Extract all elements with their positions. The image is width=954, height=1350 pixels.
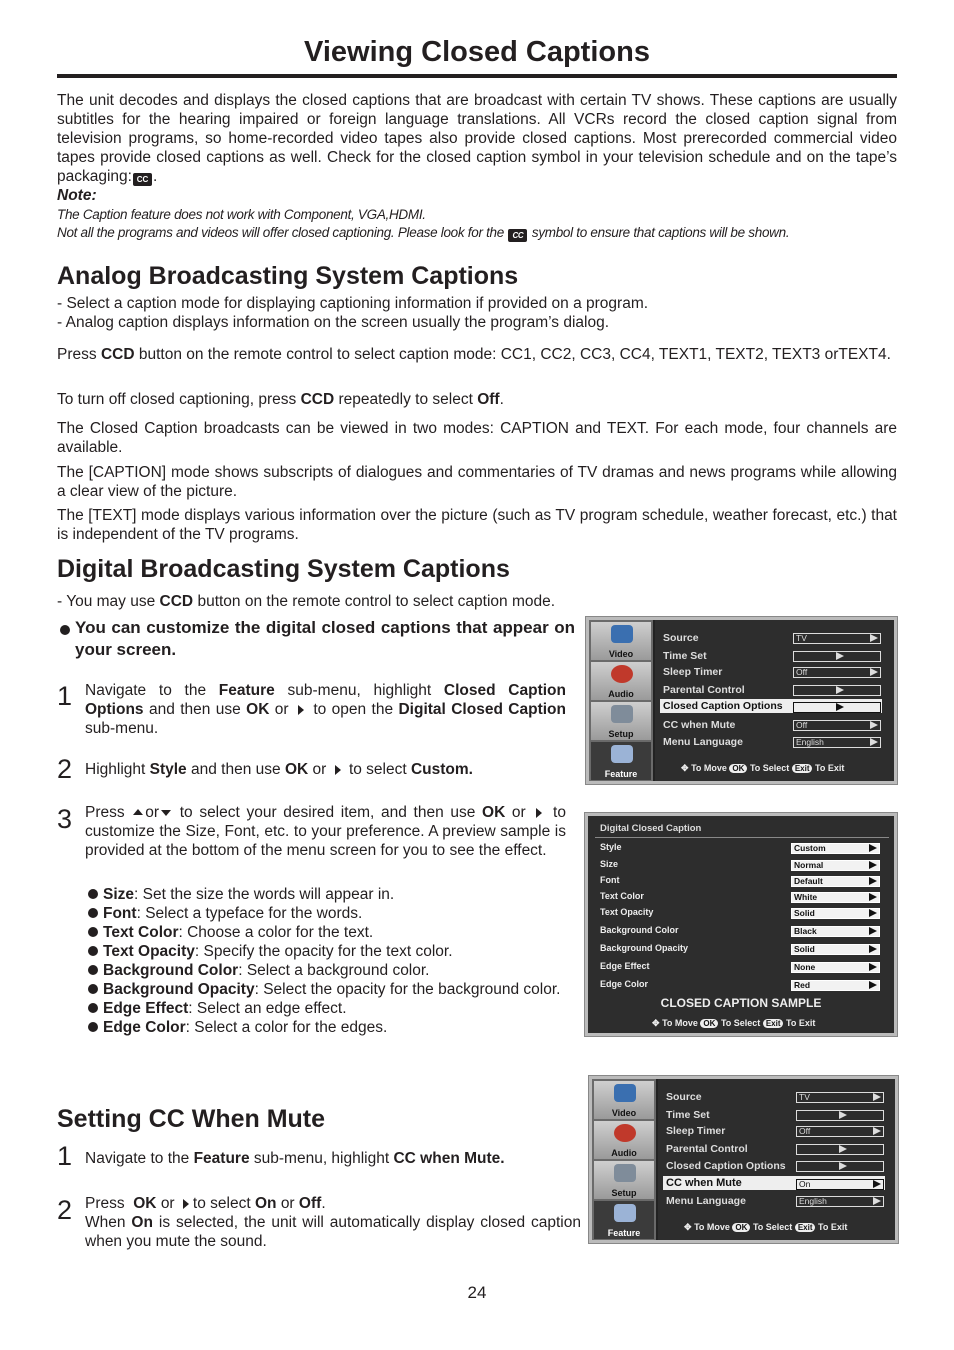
footer-text: To Select (720, 1018, 761, 1028)
bullet-desc: : Choose a color for the text. (178, 924, 374, 941)
text: and then use (148, 701, 241, 718)
list-item (88, 980, 560, 999)
dcc-row-label[interactable]: Style (600, 842, 622, 852)
feature-icon (614, 1204, 636, 1222)
arrow-right-icon (869, 877, 877, 885)
cc-symbol-icon: CC (133, 173, 152, 186)
exit-key: Exit (763, 1019, 784, 1028)
list-item (88, 942, 560, 961)
text: button on the remote control to select caption mode: CC1, CC2, CC3, CC4, TEXT1, TEXT2, TEXT3 orTEXT4. (138, 346, 891, 363)
value-text: On (799, 1179, 811, 1189)
arrow-right-icon (836, 652, 844, 660)
dcc-row-value[interactable] (791, 962, 880, 973)
menu-row[interactable]: Source (666, 1091, 702, 1103)
analog-caption-mode: The [CAPTION] mode shows subscripts of dialogues and commentaries of TV dramas and news programs while allowing a clear view of the picture. (57, 464, 897, 500)
arrow-right-icon (869, 963, 877, 971)
bullet-icon (88, 965, 98, 975)
dcc-row-value[interactable] (791, 876, 880, 887)
bullet-desc: : Select the opacity for the background color. (254, 981, 561, 998)
dcc-menu-screen (585, 813, 897, 1036)
menu-value[interactable] (796, 1110, 884, 1121)
video-icon (611, 625, 633, 643)
menu-sidebar (592, 1079, 656, 1240)
arrow-right-icon (873, 1180, 881, 1188)
dcc-row-label[interactable]: Text Color (600, 891, 644, 901)
bullet-term: Edge Color (103, 1019, 186, 1036)
value-text: Default (794, 876, 823, 886)
right-arrow-icon (335, 765, 341, 775)
dcc-row-value[interactable] (791, 843, 880, 854)
page-number: 24 (467, 1283, 487, 1302)
tile-feature[interactable] (591, 742, 651, 780)
analog-text-mode: The [TEXT] mode displays various information over the picture (such as TV program schedule, weather forecast, etc.) that is independent of the TV programs. (57, 507, 897, 543)
mute-menu-screen (589, 1076, 898, 1243)
bullet-desc: : Set the size the words will appear in. (134, 886, 395, 903)
bullet-term: Text Opacity (103, 943, 195, 960)
dcc-row-label[interactable]: Edge Color (600, 979, 649, 989)
style-word: Style (149, 761, 187, 778)
menu-value[interactable] (793, 720, 881, 731)
dcc-row-value[interactable] (791, 860, 880, 871)
ccd-key: CCD (300, 391, 335, 408)
menu-footer (681, 763, 844, 774)
text: sub-menu, highlight (253, 1150, 390, 1167)
intro-paragraph: The unit decodes and displays the closed captions that are broadcast with certain TV shows. These captions are usually subtitles for the hearing impaired or foreign language translations. All VCRs record the closed caption signal from television programs, so home-recorded video tapes also provide closed captions. Most prerecorded commercial video tapes provide closed captions as well. Check for the closed caption symbol in your television schedule and on the tape’s packaging: CC . (57, 92, 897, 185)
menu-value[interactable] (796, 1126, 884, 1137)
text: Press (57, 346, 97, 363)
dcc-title: Digital Closed Caption (600, 823, 702, 834)
tile-setup[interactable] (594, 1161, 654, 1199)
ok-key: OK (133, 1195, 157, 1212)
dcc-row-label[interactable]: Background Color (600, 925, 679, 935)
value-text: English (799, 1196, 827, 1206)
dcc-row-label[interactable]: Font (600, 875, 620, 885)
menu-row[interactable]: Parental Control (663, 684, 745, 696)
step-number: 2 (57, 754, 73, 784)
ok-key: OK (246, 701, 270, 718)
text: Press (85, 1195, 125, 1212)
tile-video[interactable] (594, 1081, 654, 1119)
text: or (160, 1195, 175, 1212)
menu-value[interactable] (793, 685, 881, 696)
bullet-term: Background Opacity (103, 981, 255, 998)
list-item (88, 923, 560, 942)
footer-text: To Move (691, 763, 727, 773)
move-icon: ✥ (684, 1222, 692, 1232)
ccd-key: CCD (100, 346, 135, 363)
text: to select your desired item, (179, 804, 375, 821)
ok-key: OK (700, 1019, 718, 1028)
step-number: 3 (57, 804, 73, 834)
feature-menu-screen (586, 617, 897, 784)
down-arrow-icon (161, 810, 171, 816)
list-item (88, 885, 560, 904)
arrow-right-icon (869, 945, 877, 953)
mute-step-2: Press OK or to select On or Off. When On is selected, the unit will automatically display closed caption when you mute the sound. (85, 1195, 581, 1250)
arrow-right-icon (870, 721, 878, 729)
bullet-term: Size (103, 886, 135, 903)
speaker-icon (614, 1124, 636, 1142)
bullet-icon (88, 1022, 98, 1032)
text: When (85, 1214, 126, 1231)
tile-label: Feature (607, 1228, 641, 1238)
menu-sidebar (589, 620, 653, 781)
tile-setup[interactable] (591, 702, 651, 740)
text: or (312, 761, 327, 778)
value-text: Off (799, 1126, 811, 1136)
menu-row[interactable]: Sleep Timer (663, 666, 723, 678)
menu-value[interactable] (796, 1196, 884, 1207)
video-icon (614, 1084, 636, 1102)
value-text: English (796, 737, 824, 747)
value-text: Solid (794, 908, 815, 918)
bullet-icon (88, 927, 98, 937)
text: to select (192, 1195, 251, 1212)
text: Navigate to the (85, 1150, 190, 1167)
dcc-row-value[interactable] (791, 892, 880, 903)
speaker-icon (611, 665, 633, 683)
menu-value[interactable] (796, 1161, 884, 1172)
arrow-right-icon (869, 893, 877, 901)
menu-row[interactable]: Source (663, 632, 699, 644)
analog-heading: Analog Broadcasting System Captions (57, 262, 519, 290)
bullet-term: Background Color (103, 962, 239, 979)
dcc-word: Digital Closed Caption (398, 701, 566, 718)
intro-text: The unit decodes and displays the closed captions that are broadcast with certain TV shows. These captions are usually subtitles for the hearing impaired or foreign language translations. All VCRs record the closed caption signal from television programs, so home-recorded video tapes also provide closed captions. Most prerecorded commercial video tapes provide closed captions as well. Check for the closed caption symbol in your television schedule and on the tape’s packaging: (57, 92, 897, 185)
arrow-right-icon (873, 1093, 881, 1101)
footer-text: To Move (694, 1222, 730, 1232)
mute-step-1 (85, 1149, 575, 1168)
tile-label: Audio (608, 689, 634, 699)
arrow-right-icon (869, 909, 877, 917)
value-text: White (794, 892, 818, 902)
footer-text: To Exit (815, 763, 845, 773)
bullet-term: Font (103, 905, 137, 922)
list-item (88, 904, 560, 923)
custom-word: Custom. (410, 761, 473, 778)
ok-key: OK (729, 764, 747, 773)
ok-key: OK (284, 761, 309, 778)
menu-row[interactable]: Closed Caption Options (666, 1160, 786, 1172)
digital-step-3 (85, 803, 566, 860)
text: and then use (191, 761, 281, 778)
bullet-icon (88, 984, 98, 994)
tile-label: Setup (611, 1188, 637, 1198)
bullet-desc: : Select an edge effect. (188, 1000, 347, 1017)
dcc-row-label[interactable]: Background Opacity (600, 943, 689, 953)
bullet-desc: : Select a typeface for the words. (136, 905, 363, 922)
value-text: None (794, 962, 816, 972)
dcc-row-value[interactable] (791, 926, 880, 937)
arrow-right-icon (839, 1111, 847, 1119)
menu-options (655, 620, 894, 781)
move-icon: ✥ (681, 763, 689, 773)
caption-sample: CLOSED CAPTION SAMPLE (660, 996, 822, 1010)
off-word: Off (477, 391, 500, 408)
dcc-row-label[interactable]: Text Opacity (600, 907, 654, 917)
text: To turn off closed captioning, press (57, 391, 297, 408)
cc-symbol-icon: CC (508, 229, 527, 242)
divider (595, 837, 889, 838)
menu-row[interactable]: Parental Control (666, 1143, 748, 1155)
arrow-right-icon (869, 844, 877, 852)
bullet-desc: : Select a color for the edges. (185, 1019, 388, 1036)
text: to customize the Size, Font, etc. to your preference. A preview sample is provided at the bottom of the menu screen for you to see the effect. (85, 804, 566, 859)
text: sub-menu, highlight (287, 682, 432, 699)
text: or (511, 804, 526, 821)
text: to select (348, 761, 407, 778)
text: or (145, 804, 160, 821)
text: Navigate to the (85, 682, 207, 699)
arrow-right-icon (839, 1145, 847, 1153)
value-text: Solid (794, 944, 815, 954)
note-line-2-b: symbol to ensure that captions will be shown. (531, 225, 790, 240)
text: or (274, 701, 289, 718)
analog-line-2: - Analog caption displays information on the screen usually the program’s dialog. (57, 314, 610, 331)
dcc-row-value[interactable] (791, 908, 880, 919)
text: and then use (381, 804, 476, 821)
dcc-row-value[interactable] (791, 980, 880, 991)
feature-word: Feature (218, 682, 275, 699)
note-line-2-a: Not all the programs and videos will offer closed captioning. Please look for the (57, 225, 504, 240)
menu-row[interactable]: Menu Language (666, 1195, 746, 1207)
menu-footer (652, 1018, 815, 1029)
exit-key: Exit (795, 1223, 816, 1232)
ccd-key: CCD (159, 593, 194, 610)
value-text: TV (799, 1092, 810, 1102)
arrow-right-icon (873, 1197, 881, 1205)
analog-line-1: - Select a caption mode for displaying captioning information if provided on a program. (57, 295, 649, 312)
bullet-icon (88, 1003, 98, 1013)
menu-value[interactable] (793, 702, 881, 713)
bullet-desc: : Select a background color. (238, 962, 430, 979)
value-text: Normal (794, 860, 824, 870)
right-arrow-icon (298, 705, 304, 715)
step-number: 1 (57, 681, 73, 711)
footer-text: To Exit (818, 1222, 848, 1232)
value-text: Off (796, 667, 808, 677)
on-word: On (131, 1214, 153, 1231)
right-arrow-icon (183, 1199, 189, 1209)
bullet-term: Text Color (103, 924, 179, 941)
value-text: Red (794, 980, 811, 990)
footer-text: To Select (752, 1222, 793, 1232)
text: is selected, the unit will automatically display closed caption when you mute the sound. (85, 1214, 581, 1250)
menu-row[interactable]: Time Set (666, 1109, 710, 1121)
note-label: Note: (57, 187, 97, 204)
tile-label: Video (608, 649, 634, 659)
list-item (88, 1018, 560, 1037)
exit-key: Exit (792, 764, 813, 773)
step-number: 2 (57, 1195, 73, 1225)
setup-icon (611, 705, 633, 723)
text: sub-menu. (85, 720, 159, 737)
analog-turn-off: To turn off closed captioning, press CCD repeatedly to select Off. (57, 391, 504, 408)
text: Press (85, 804, 125, 821)
menu-value[interactable] (793, 737, 881, 748)
tile-video[interactable] (591, 622, 651, 660)
digital-use-ccd (57, 592, 587, 611)
feature-word: Feature (193, 1150, 250, 1167)
menu-value[interactable] (796, 1144, 884, 1155)
analog-modes: The Closed Caption broadcasts can be viewed in two modes: CAPTION and TEXT. For each mode, four channels are available. (57, 420, 897, 456)
menu-value[interactable] (796, 1092, 884, 1103)
bullet-desc: : Specify the opacity for the text color. (194, 943, 453, 960)
arrow-right-icon (869, 927, 877, 935)
tile-label: Setup (608, 729, 634, 739)
menu-value[interactable] (793, 633, 881, 644)
menu-row-highlighted[interactable]: Closed Caption Options (660, 699, 882, 713)
menu-row[interactable]: Time Set (663, 650, 707, 662)
note-line-1: The Caption feature does not work with Component, VGA,HDMI. (57, 207, 426, 222)
right-arrow-icon (536, 808, 542, 818)
digital-heading: Digital Broadcasting System Captions (57, 555, 510, 583)
digital-customize: You can customize the digital closed captions that appear on your screen. (75, 618, 575, 659)
menu-row[interactable]: Menu Language (663, 736, 743, 748)
arrow-right-icon (870, 634, 878, 642)
setup-icon (614, 1164, 636, 1182)
arrow-right-icon (839, 1162, 847, 1170)
arrow-right-icon (836, 703, 844, 711)
arrow-right-icon (870, 738, 878, 746)
menu-row-highlighted[interactable]: CC when Mute (663, 1176, 885, 1190)
dcc-row-value[interactable] (791, 944, 880, 955)
bullet-icon (88, 908, 98, 918)
cc-when-mute-word: CC when Mute. (393, 1150, 505, 1167)
step-number: 1 (57, 1141, 73, 1171)
bullet-icon (60, 625, 70, 635)
arrow-right-icon (870, 668, 878, 676)
mute-heading: Setting CC When Mute (57, 1105, 326, 1133)
page-title: Viewing Closed Captions (304, 36, 650, 68)
ok-key: OK (482, 804, 506, 821)
menu-row[interactable]: Sleep Timer (666, 1125, 726, 1137)
arrow-right-icon (873, 1127, 881, 1135)
text: - You may use (57, 593, 156, 610)
menu-value[interactable] (793, 667, 881, 678)
tile-label: Feature (604, 769, 638, 779)
title-rule (57, 74, 897, 78)
up-arrow-icon (133, 809, 143, 815)
text: or (280, 1195, 295, 1212)
tile-feature[interactable] (594, 1201, 654, 1239)
menu-options (658, 1079, 895, 1240)
dcc-row-label[interactable]: Edge Effect (600, 961, 650, 971)
digital-step-2 (85, 760, 566, 779)
list-item (88, 999, 560, 1018)
menu-row[interactable]: CC when Mute (663, 719, 736, 731)
on-word: On (254, 1195, 277, 1212)
text: Highlight (85, 761, 146, 778)
menu-footer (684, 1222, 847, 1233)
tile-label: Audio (611, 1148, 637, 1158)
value-text: Custom (794, 843, 826, 853)
feature-icon (611, 745, 633, 763)
ok-key: OK (732, 1223, 750, 1232)
arrow-right-icon (869, 981, 877, 989)
move-icon: ✥ (652, 1018, 660, 1028)
tile-audio[interactable] (591, 662, 651, 700)
value-text: Off (796, 720, 808, 730)
bullet-icon (88, 946, 98, 956)
tile-label: Video (611, 1108, 637, 1118)
digital-step-1: Navigate to the Feature sub-menu, highlight Closed Caption Options and then use OK or to open the Digital Closed Caption sub-menu. (85, 682, 566, 737)
value-text: TV (796, 633, 807, 643)
note-line-2 (57, 224, 897, 242)
value-text: Black (794, 926, 817, 936)
footer-text: To Select (749, 763, 790, 773)
bullet-dot (60, 622, 75, 640)
bullet-term: Edge Effect (103, 1000, 189, 1017)
list-item (88, 961, 560, 980)
bullet-icon (88, 889, 98, 899)
cc-options-word: Closed Caption Options (85, 682, 566, 718)
analog-press-ccd (57, 345, 897, 364)
text: repeatedly to select (338, 391, 473, 408)
off-word: Off (298, 1195, 322, 1212)
tile-audio[interactable] (594, 1121, 654, 1159)
footer-text: To Exit (786, 1018, 816, 1028)
option-bullet-list (88, 885, 560, 1037)
menu-value[interactable] (793, 651, 881, 662)
menu-value[interactable] (796, 1179, 884, 1190)
text: button on the remote control to select caption mode. (197, 593, 556, 610)
arrow-right-icon (836, 686, 844, 694)
footer-text: To Move (662, 1018, 698, 1028)
arrow-right-icon (869, 861, 877, 869)
dcc-row-label[interactable]: Size (600, 859, 619, 869)
